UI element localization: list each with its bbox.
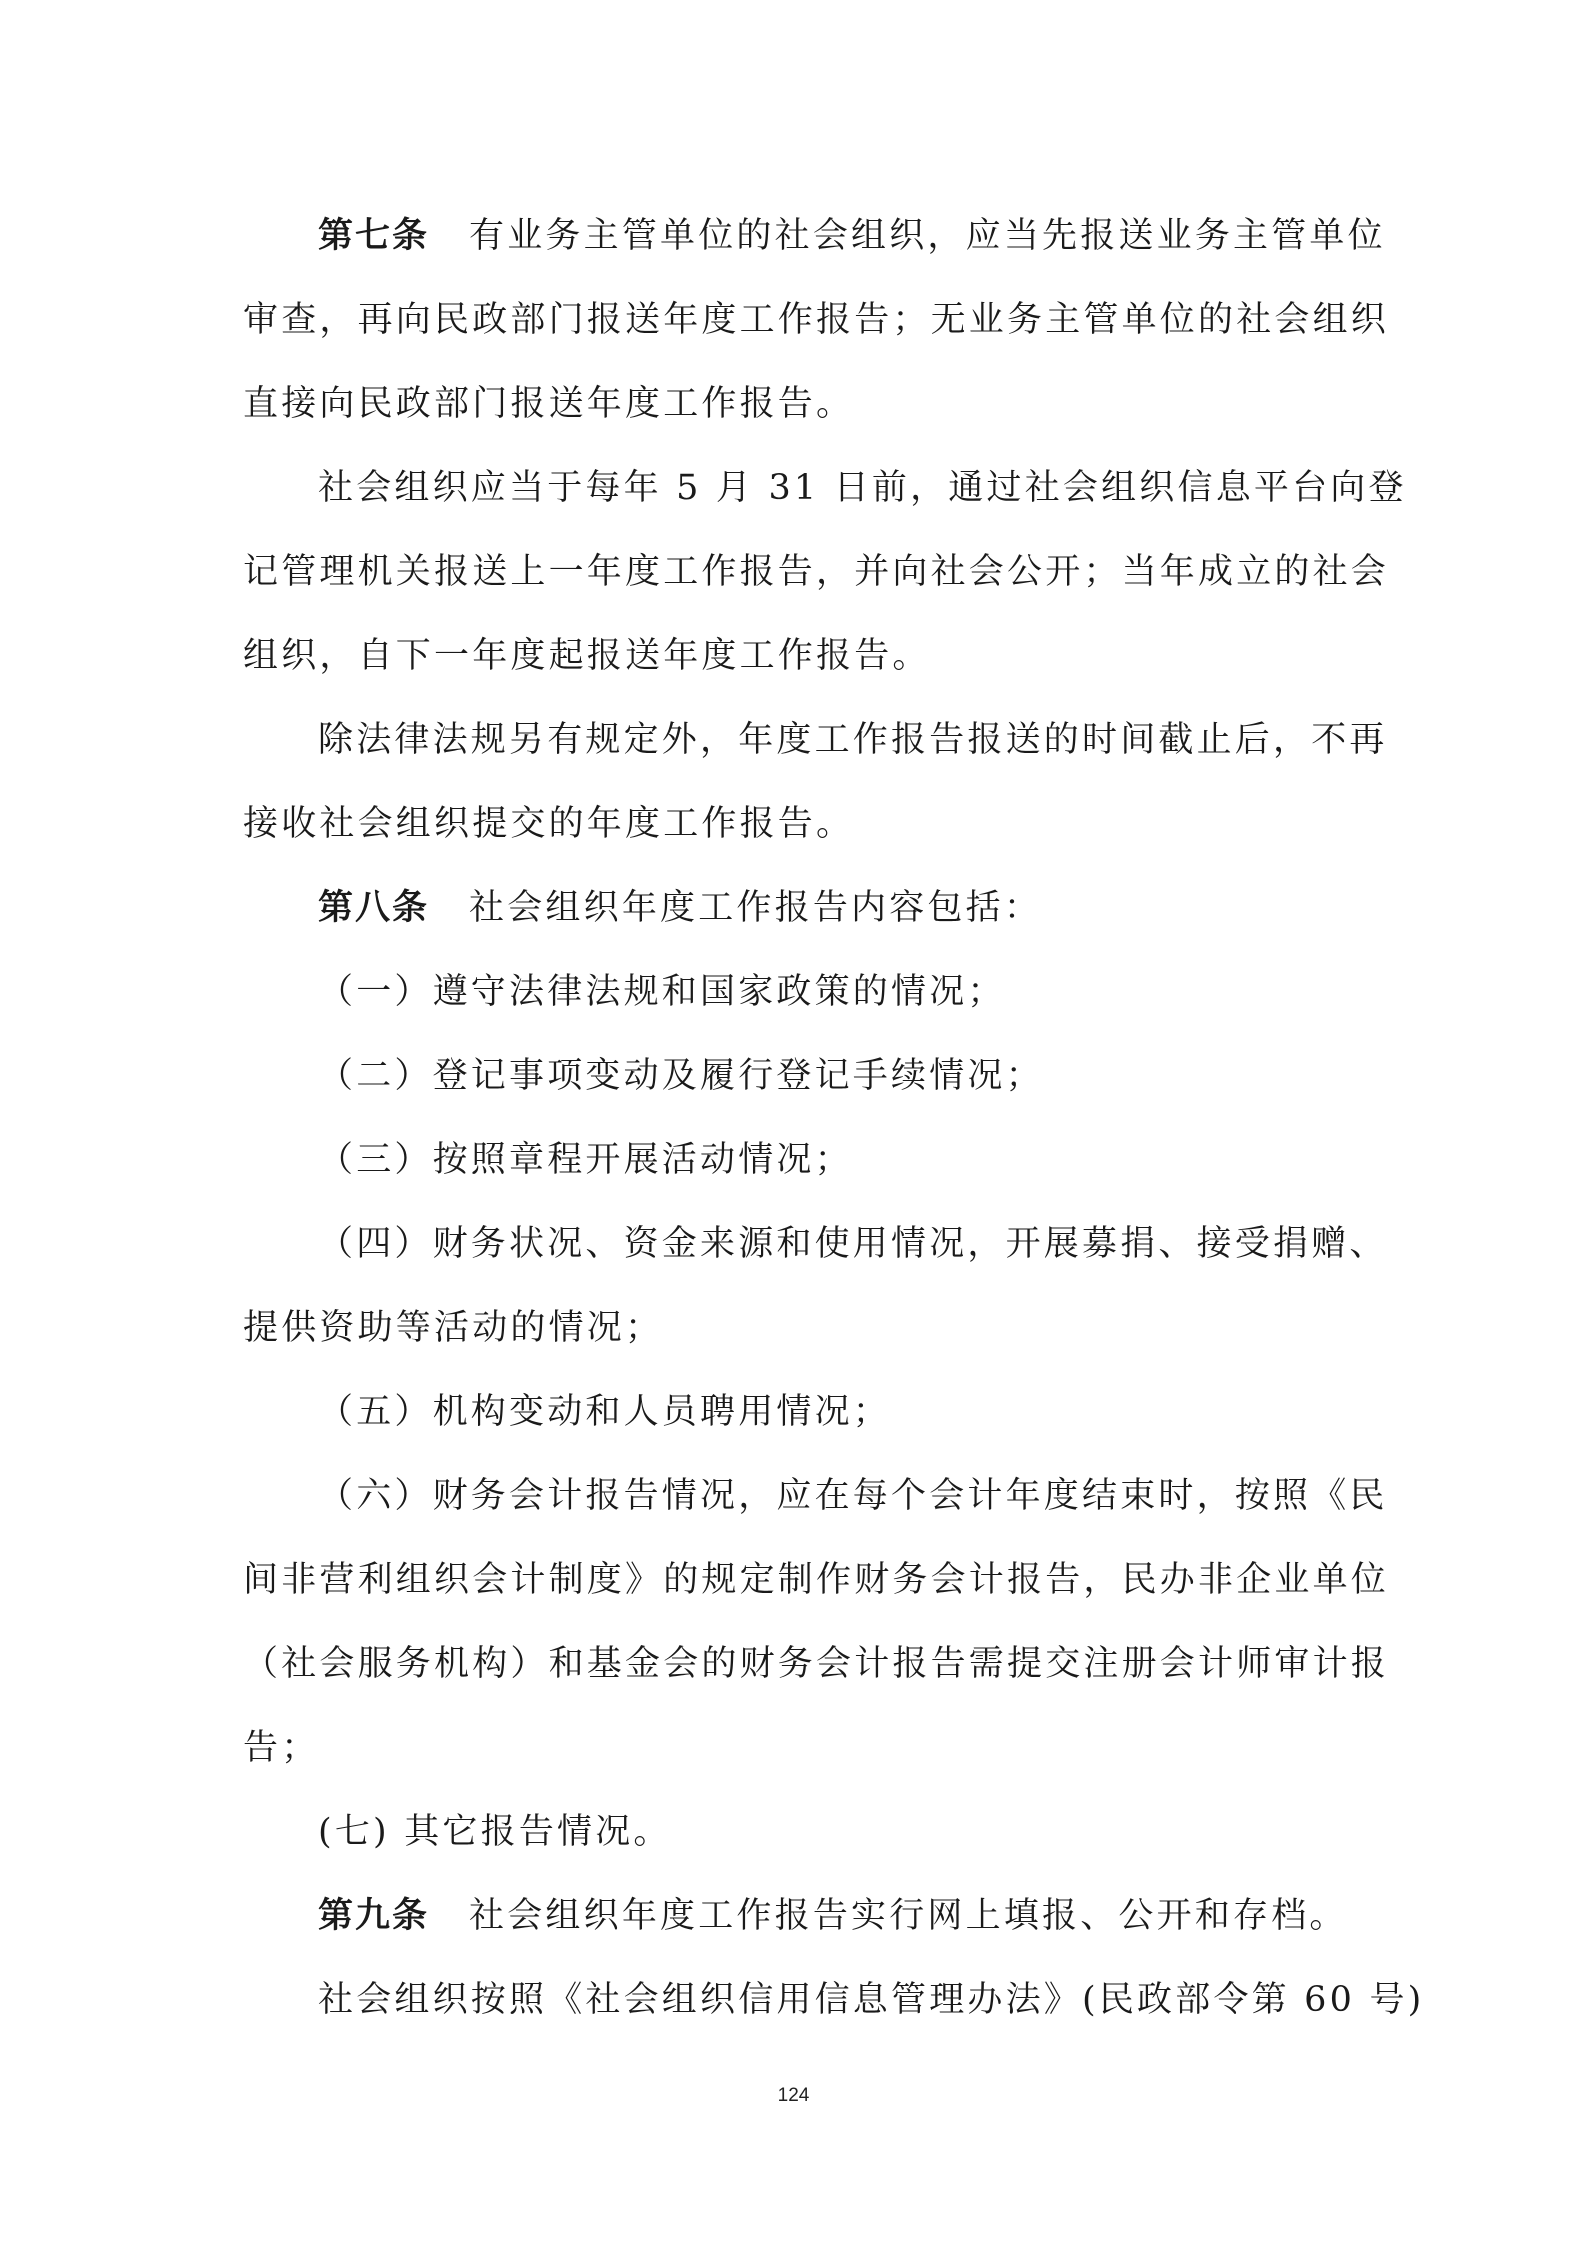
- article-8-line-1: [318, 886, 1353, 930]
- article-7-line-2: 审查，再向民政部门报送年度工作报告；无业务主管单位的社会组织: [243, 300, 1390, 340]
- article-9-line-1: [318, 1894, 1353, 1938]
- article-7-text: 有业务主管单位的社会组织，应当先报送业务主管单位: [469, 216, 1386, 256]
- article-8-item-6-line-2: 间非营利组织会计制度》的规定制作财务会计报告，民办非企业单位: [243, 1560, 1390, 1600]
- article-7-para-3-line-1: 除法律法规另有规定外，年度工作报告报送的时间截止后，不再: [318, 720, 1388, 760]
- article-9-intro: 社会组织年度工作报告实行网上填报、公开和存档。: [469, 1896, 1348, 1936]
- article-8-item-5: （五）机构变动和人员聘用情况；: [318, 1392, 892, 1432]
- article-8-item-6-line-4: 告；: [243, 1728, 320, 1768]
- article-8-item-1: （一）遵守法律法规和国家政策的情况；: [318, 972, 1006, 1012]
- article-7-para-2-line-2: 记管理机关报送上一年度工作报告，并向社会公开；当年成立的社会: [243, 552, 1390, 592]
- article-8-item-6-line-3: （社会服务机构）和基金会的财务会计报告需提交注册会计师审计报: [243, 1644, 1390, 1684]
- article-7-line-3: 直接向民政部门报送年度工作报告。: [243, 384, 855, 424]
- article-8-item-3: （三）按照章程开展活动情况；: [318, 1140, 853, 1180]
- article-8-item-2: （二）登记事项变动及履行登记手续情况；: [318, 1056, 1044, 1096]
- article-7-heading: 第七条: [318, 215, 430, 256]
- article-7-para-2-line-3: 组织，自下一年度起报送年度工作报告。: [243, 636, 931, 676]
- article-8-item-7: (七) 其它报告情况。: [318, 1812, 672, 1852]
- article-8-heading: 第八条: [318, 887, 430, 928]
- article-7-line-1: [318, 214, 1386, 258]
- article-7-para-2-line-1: 社会组织应当于每年 5 月 31 日前，通过社会组织信息平台向登: [318, 468, 1407, 508]
- article-8-item-4-line-2: 提供资助等活动的情况；: [243, 1308, 664, 1348]
- article-8-intro: 社会组织年度工作报告内容包括：: [469, 888, 1043, 928]
- article-9-para-2-line-1: 社会组织按照《社会组织信用信息管理办法》(民政部令第 60 号): [318, 1980, 1425, 2020]
- article-8-item-6-line-1: （六）财务会计报告情况，应在每个会计年度结束时，按照《民: [318, 1476, 1388, 1516]
- article-9-heading: 第九条: [318, 1895, 430, 1936]
- article-8-item-4-line-1: （四）财务状况、资金来源和使用情况，开展募捐、接受捐赠、: [318, 1224, 1388, 1264]
- article-7-para-3-line-2: 接收社会组织提交的年度工作报告。: [243, 804, 855, 844]
- page-number: 124: [777, 2085, 810, 2106]
